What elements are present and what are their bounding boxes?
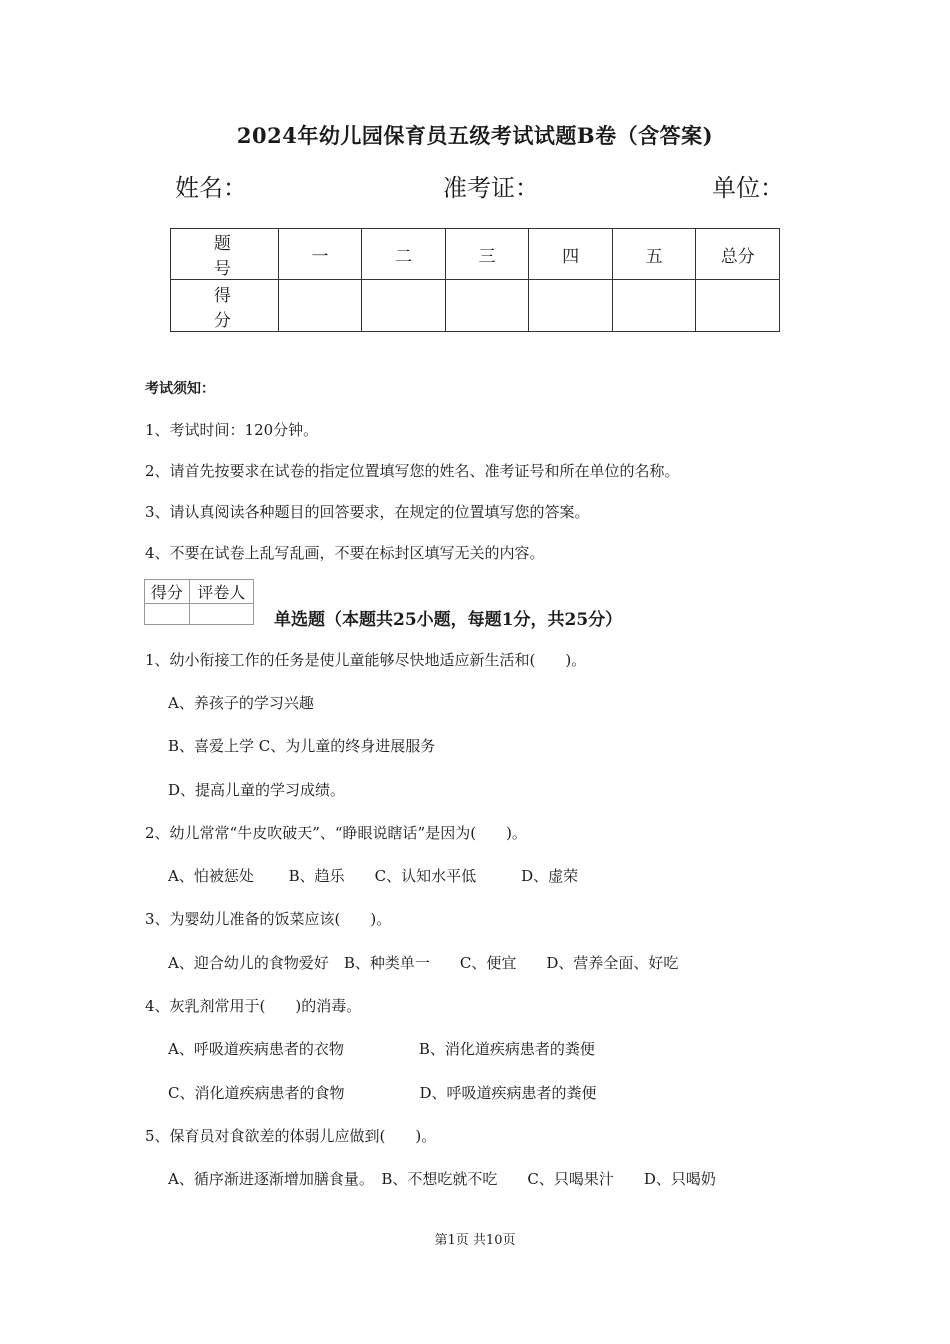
- name-label: 姓名：: [175, 174, 247, 202]
- question-option: A、养孩子的学习兴趣: [168, 694, 314, 712]
- score-table-score-row: [171, 280, 780, 332]
- question-option: B、喜爱上学 C、为儿童的终身进展服务: [168, 737, 436, 755]
- notice-item: 3、请认真阅读各种题目的回答要求，在规定的位置填写您的答案。: [145, 503, 590, 521]
- score-table-header-cell: 题 号: [171, 229, 279, 280]
- score-table-header-cell: 五: [612, 229, 696, 280]
- notice-item: 2、请首先按要求在试卷的指定位置填写您的姓名、准考证号和所在单位的名称。: [145, 462, 680, 480]
- score-input-cell[interactable]: [145, 604, 190, 625]
- grader-table: [144, 579, 254, 625]
- score-row-label: 得 分: [171, 280, 279, 332]
- score-table-header-cell: 三: [445, 229, 529, 280]
- question-stem: 3、为婴幼儿准备的饭菜应该( )。: [145, 910, 392, 928]
- page-footer: 第1页 共10页: [434, 1233, 516, 1248]
- notice-item: 4、不要在试卷上乱写乱画，不要在标封区填写无关的内容。: [145, 544, 545, 562]
- question-option: A、迎合幼儿的食物爱好 B、种类单一 C、便宜 D、营养全面、好吃: [168, 954, 679, 972]
- score-cell[interactable]: [445, 280, 529, 332]
- score-table-header-cell: 一: [278, 229, 362, 280]
- score-cell[interactable]: [529, 280, 613, 332]
- candidate-info-row: [175, 168, 785, 204]
- section-title: 单选题（本题共25小题，每题1分，共25分）: [274, 610, 623, 630]
- question-option: A、怕被惩处 B、趋乐 C、认知水平低 D、虚荣: [168, 867, 579, 885]
- score-table-header-cell: 二: [362, 229, 446, 280]
- score-table-header-cell: 总分: [696, 229, 780, 280]
- question-stem: 5、保育员对食欲差的体弱儿应做到( )。: [145, 1127, 437, 1145]
- score-table-header-cell: 四: [529, 229, 613, 280]
- question-option: C、消化道疾病患者的食物 D、呼吸道疾病患者的粪便: [168, 1084, 597, 1102]
- question-stem: 4、灰乳剂常用于( )的消毒。: [145, 997, 362, 1015]
- question-option: D、提高儿童的学习成绩。: [168, 781, 346, 799]
- notice-title: 考试须知：: [145, 381, 215, 397]
- question-stem: 1、幼小衔接工作的任务是使儿童能够尽快地适应新生活和( )。: [145, 651, 587, 669]
- score-table: [170, 228, 780, 332]
- exam-id-label: 准考证：: [443, 174, 539, 202]
- score-cell[interactable]: [612, 280, 696, 332]
- grader-input-cell[interactable]: [189, 604, 253, 625]
- score-table-header-row: [171, 229, 780, 280]
- score-cell[interactable]: [362, 280, 446, 332]
- question-option: A、循序渐进逐渐增加膳食量。 B、不想吃就不吃 C、只喝果汁 D、只喝奶: [168, 1170, 716, 1188]
- notice-item: 1、考试时间：120分钟。: [145, 421, 319, 439]
- grader-header: 评卷人: [189, 580, 253, 604]
- question-option: A、呼吸道疾病患者的衣物 B、消化道疾病患者的粪便: [168, 1040, 595, 1058]
- score-header: 得分: [145, 580, 190, 604]
- score-cell[interactable]: [696, 280, 780, 332]
- unit-label: 单位：: [712, 174, 784, 202]
- question-stem: 2、幼儿常常“牛皮吹破天”、“睁眼说瞎话”是因为( )。: [145, 824, 527, 842]
- exam-title: 2024年幼儿园保育员五级考试试题B卷（含答案): [236, 123, 714, 148]
